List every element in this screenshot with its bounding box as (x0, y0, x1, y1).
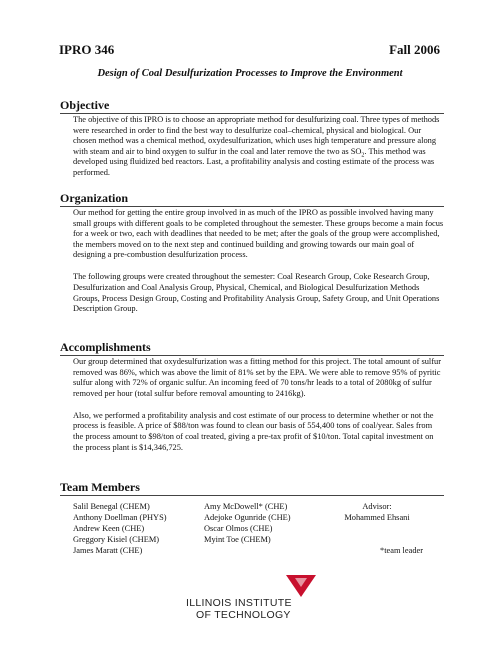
team-member: Greggory Kisiel (CHEM) (73, 534, 160, 544)
team-heading: Team Members (60, 480, 444, 496)
page-header (59, 42, 440, 58)
organization-paragraph-1: Our method for getting the entire group involved in as much of the IPRO as possible involved having many small groups with different goals to be completed throughout the semester. These groups become a main focus for a week or two, each with deadlines that needed to be met; after the goals of the group were accomplished, the members moved on to the next step and continued building and growing towards our main goal of designing a pre-combustion desulfurization process. (73, 208, 444, 260)
team-section (60, 480, 444, 496)
team-member: Anthony Doellman (PHYS) (73, 512, 167, 522)
course-code: IPRO 346 (59, 42, 115, 57)
team-member: Amy McDowell* (CHE) (204, 502, 288, 511)
accomplishments-paragraph-1: Our group determined that oxydesulfurization was a fitting method for this project. The total amount of sulfur removed was 86%, which was above the limit of 81% set by the EPA. We were able to remove 95% of pyritic sulfur along with 72% of organic sulfur. An incoming feed of 70 tons/hr leads to a total of 2080kg of sulfur removed per hour (total sulfur before removal amounting to 2416kg). (73, 357, 442, 398)
organization-paragraph-2: The following groups were created throughout the semester: Coal Research Group, Coke Research Group, Desulfurization and Coal Analysis Group, Physical, Chemical, and Biological Desulfurization Methods Groups, Process Design Group, Costing and Profitability Analysis Group, Safety Group, and Unit Operations Description Group. (73, 272, 440, 314)
team-member: Adejoke Ogunride (CHE) (204, 512, 291, 522)
project-title: Design of Coal Desulfurization Processes to Improve the Environment (97, 68, 403, 79)
logo-line-2: OF TECHNOLOGY (196, 609, 291, 621)
accomplishments-paragraph-2: Also, we performed a profitability analysis and cost estimate of our process to determine whether or not the process is feasible. A price of $88/ton was found to clean our basis of 554,400 tons of coal/year. Sales from the process amount to $98/ton of coal treated, giving a pre-tax profit of $10/ton. Total capital investment on the process plant is $14,346,725. (73, 410, 434, 452)
organization-section (60, 191, 444, 315)
advisor-block (332, 502, 422, 524)
advisor-name: Mohammed Ehsani (344, 512, 410, 522)
team-member: James Maratt (CHE) (73, 545, 143, 555)
team-member: Salil Benegal (CHEM) (73, 502, 150, 511)
team-member: Andrew Keen (CHE) (73, 523, 145, 533)
advisor-label: Advisor: (362, 502, 392, 511)
iit-triangle-icon (286, 575, 316, 599)
objective-heading: Objective (60, 98, 444, 114)
team-leader-note: *team leader (380, 546, 424, 555)
iit-logo (186, 575, 346, 619)
accomplishments-heading: Accomplishments (60, 340, 444, 356)
organization-heading: Organization (60, 191, 444, 207)
logo-line-1: ILLINOIS INSTITUTE (186, 597, 292, 609)
team-member: Oscar Olmos (CHE) (204, 523, 273, 533)
objective-text: The objective of this IPRO is to choose an appropriate method for desulfurizing coal. Three types of methods were researched in order to find the best way to desulfurize coal–chemical, physical and biological. Our chosen method was a chemical method, oxydesulfurization, which uses high temperature and pressure along with steam and air to bind oxygen to sulfur in the coal and later remove the two as $SO_2$. This method was developed using fluidized bed reactors. Last, a profitability analysis and costing estimate of the process was performed. (73, 115, 440, 177)
objective-section (60, 98, 444, 179)
team-member: Myint Toe (CHEM) (204, 534, 271, 544)
team-column-1 (73, 502, 203, 557)
accomplishments-section (60, 340, 444, 453)
team-column-2 (204, 502, 334, 546)
term: Fall 2006 (389, 42, 440, 57)
